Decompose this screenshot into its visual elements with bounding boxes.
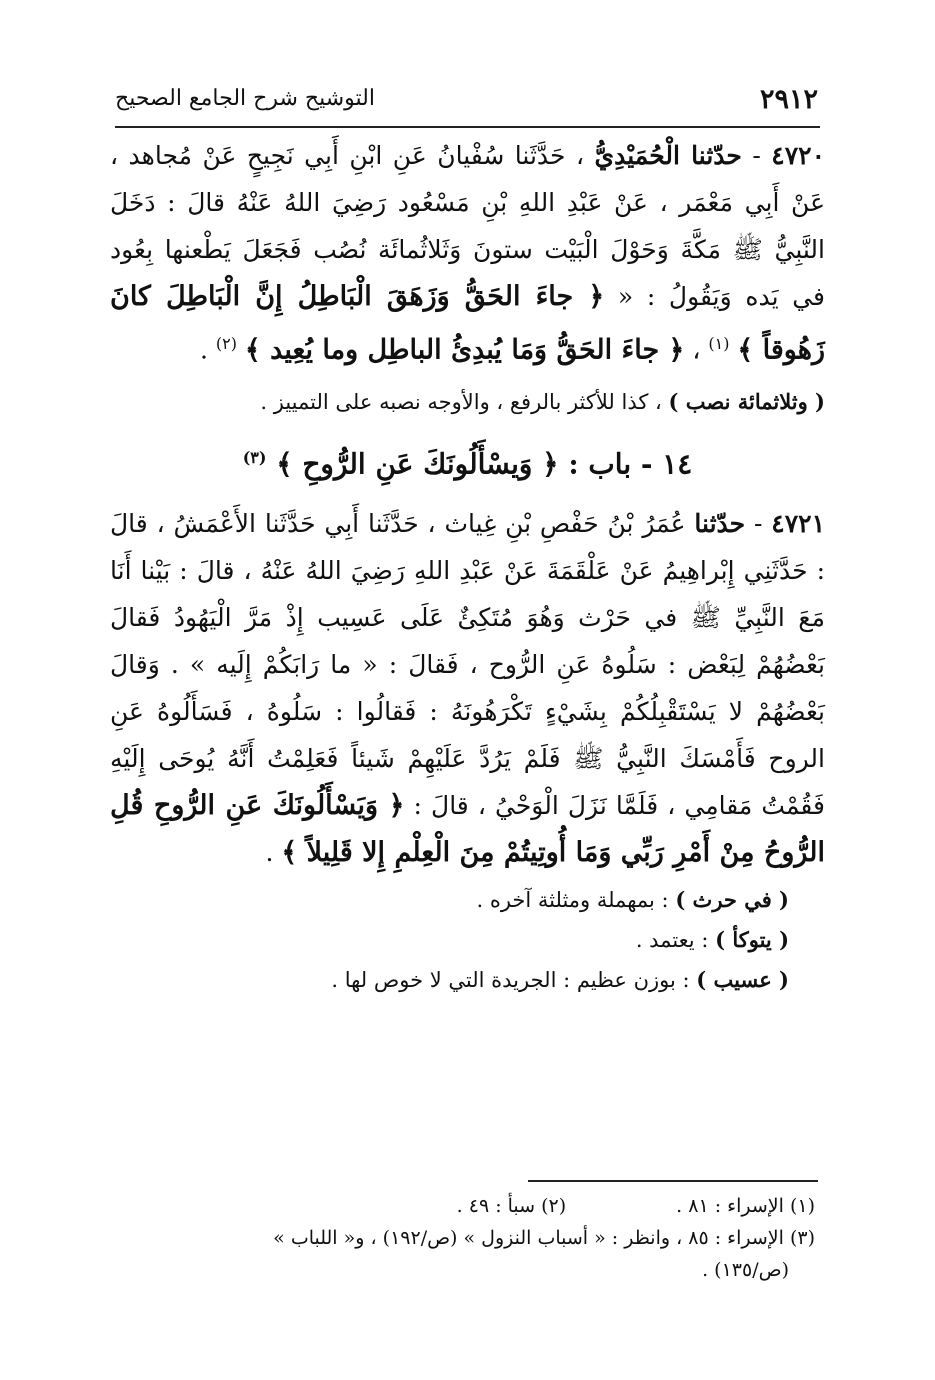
page-header [115, 78, 820, 128]
quran-verse: ﴿ جاءَ الحَقُّ وَمَا يُبدِئُ الباطِل وما يُعِيد ﴾ [244, 334, 685, 366]
hadith-text: ، حَدَّثَنا سُفْيانُ عَنِ ابْنِ أَبِي نَجِيحٍ عَنْ مُجاهد ، عَنْ أَبِي مَعْمَر ، عَنْ عَبْدِ اللهِ بْنِ مَسْعُود رَضِيَ اللهُ عَنْهُ قالَ : دَخَلَ النَّبِيُّ ﷺ مَكَّةَ وَحَوْلَ الْبَيْت ستونَ وَثَلاثُمائَة نُصُب فَجَعَلَ يَطْعنها بِعُود في يَده وَيَقُولُ : « [110, 141, 826, 311]
hadith-text: عُمَرُ بْنُ حَفْصِ بْنِ غِياث ، حَدَّثَنا أَبِي حَدَّثَنا الأَعْمَشُ ، قالَ : حَدَّثَنِي إِبْراهِيمُ عَنْ عَلْقَمَةَ عَنْ عَبْدِ اللهِ رَضِيَ اللهُ عَنْهُ ، قالَ : بَيْنا أَنَا مَعَ النَّبِيِّ ﷺ في حَرْث وَهُوَ مُتَكِئٌ عَلَى عَسِيب إِذْ مَرَّ الْيَهُودُ فَقالَ بَعْضُهُمْ لِبَعْض : سَلُوهُ عَنِ الرُّوح ، فَقالَ : « ما رَابَكُمْ إِلَيه » . وَقالَ بَعْضُهُمْ لا يَسْتَقْبِلُكُمْ بِشَيْءٍ تَكْرَهُونَهُ : فَقالُوا : سَلُوهُ ، فَسَأَلُوهُ عَنِ الروح فَأَمْسَكَ النَّبِيُّ ﷺ فَلَمْ يَرُدَّ عَلَيْهِمْ شَيئاً فَعَلِمْتُ أَنَّهُ يُوحَى إِلَيْهِ فَقُمْتُ مَقامِي ، فَلَمَّا نَزَلَ الْوَحْيُ ، قالَ : [110, 508, 825, 820]
hadith-text: . [265, 837, 274, 867]
footnote-ref: (٢) [215, 334, 237, 353]
quran-verse: ﴿ وَيَسْأَلُونَكَ عَنِ الرُّوحِ قُلِ الرُّوحُ مِنْ أَمْرِ رَبِّي وَمَا أُوتِيتُمْ مِنَ الْعِلْمِ إِلا قَلِيلاً ﴾ [110, 789, 825, 868]
glossary-item [110, 960, 825, 1000]
chapter-heading [110, 427, 825, 495]
quran-verse: ﴿ جاءَ الحَقُّ وَزَهَقَ الْبَاطِلُ إِنَّ الْبَاطِلَ كانَ زَهُوقاً ﴾ [110, 281, 825, 366]
glossary-term: ( عسيب ) [696, 966, 789, 992]
footnote-3-cont: (ص/١٣٥) . [702, 1259, 789, 1281]
glossary-text: : بمهملة ومثلثة آخره . [476, 887, 669, 912]
footnote-1: (١) الإسراء : ٨١ . [676, 1195, 815, 1217]
page-number: ٢٩١٢ [759, 84, 818, 115]
footnote-row [110, 1190, 815, 1222]
footnotes [110, 1190, 815, 1286]
hadith-text: ، [692, 335, 701, 365]
hadith-number: ٤٧٢٠ [771, 141, 825, 170]
hadith-4721: ٤٧٢١ - حدّثنا عُمَرُ بْنُ حَفْصِ بْنِ غِياث ، حَدَّثَنا أَبِي حَدَّثَنا الأَعْمَشُ ، قالَ : حَدَّثَنِي إِبْراهِيمُ عَنْ عَلْقَمَةَ عَنْ عَبْدِ اللهِ رَضِيَ اللهُ عَنْهُ ، قالَ : بَيْنا أَنَا مَعَ النَّبِيِّ ﷺ في حَرْث وَهُوَ مُتَكِئٌ عَلَى عَسِيب إِذْ مَرَّ الْيَهُودُ فَقالَ بَعْضُهُمْ لِبَعْض : سَلُوهُ عَنِ الرُّوح ، فَقالَ : « ما رَابَكُمْ إِلَيه » . وَقالَ بَعْضُهُمْ لا يَسْتَقْبِلُكُمْ بِشَيْءٍ تَكْرَهُونَهُ : فَقالُوا : سَلُوهُ ، فَسَأَلُوهُ عَنِ الروح فَأَمْسَكَ النَّبِيُّ ﷺ فَلَمْ يَرُدَّ عَلَيْهِمْ شَيئاً فَعَلِمْتُ أَنَّهُ يُوحَى إِلَيْهِ فَقُمْتُ مَقامِي ، فَلَمَّا نَزَلَ الْوَحْيُ ، قالَ : ﴿ وَيَسْأَلُونَكَ عَنِ الرُّوحِ قُلِ الرُّوحُ مِنْ أَمْرِ رَبِّي وَمَا أُوتِيتُمْ مِنَ الْعِلْمِ إِلا قَلِيلاً ﴾ . [110, 508, 825, 868]
footnote-3: (٣) الإسراء : ٨٥ ، وانظر : « أسباب النزول » (ص/١٩٢) ، و« اللباب » [273, 1227, 815, 1249]
hadith-number: ٤٧٢١ [771, 508, 825, 538]
glossary [110, 880, 825, 1000]
footnote-2: (٢) سبأ : ٤٩ . [456, 1195, 567, 1217]
header-rule [115, 126, 820, 128]
glossary-text: : بوزن عظيم : الجريدة التي لا خوص لها . [331, 967, 690, 992]
note-text: ، كذا للأكثر بالرفع ، والأوجه نصبه على التمييز . [260, 390, 662, 415]
footnote-ref: (٣) [242, 448, 267, 468]
glossary-item [110, 880, 825, 920]
hadith-narrator: حدّثنا الْحُمَيْدِيُّ [594, 141, 742, 170]
hadith-text: . [199, 335, 208, 365]
hadith-narrator: حدّثنا [694, 508, 746, 538]
commentary-note [110, 383, 825, 421]
running-title: التوشيح شرح الجامع الصحيح [115, 86, 375, 111]
glossary-item [110, 920, 825, 960]
footnote-ref: (١) [708, 334, 730, 353]
chapter-verse: ﴿ وَيسْأَلُونَكَ عَنِ الرُّوحِ ﴾ [276, 447, 559, 481]
footnote-rule [528, 1180, 818, 1182]
glossary-text: : يعتمد . [635, 927, 709, 952]
glossary-term: ( في حرث ) [675, 886, 789, 912]
note-term: ( وثلاثمائة نصب ) [668, 389, 825, 415]
page-body [110, 132, 825, 1000]
chapter-label: ١٤ - باب : [568, 447, 693, 481]
glossary-term: ( يتوكأ ) [715, 926, 789, 952]
hadith-4720: ٤٧٢٠ - حدّثنا الْحُمَيْدِيُّ ، حَدَّثَنا سُفْيانُ عَنِ ابْنِ أَبِي نَجِيحٍ عَنْ مُجاهد ، عَنْ أَبِي مَعْمَر ، عَنْ عَبْدِ اللهِ بْنِ مَسْعُود رَضِيَ اللهُ عَنْهُ قالَ : دَخَلَ النَّبِيُّ ﷺ مَكَّةَ وَحَوْلَ الْبَيْت ستونَ وَثَلاثُمائَة نُصُب فَجَعَلَ يَطْعنها بِعُود في يَده وَيَقُولُ : « ﴿ جاءَ الحَقُّ وَزَهَقَ الْبَاطِلُ إِنَّ الْبَاطِلَ كانَ زَهُوقاً ﴾ $^{(١)}$ ، ﴿ جاءَ الحَقُّ وَمَا يُبدِئُ الباطِل وما يُعِيد ﴾ $^{(٢)}$ . [110, 141, 826, 366]
